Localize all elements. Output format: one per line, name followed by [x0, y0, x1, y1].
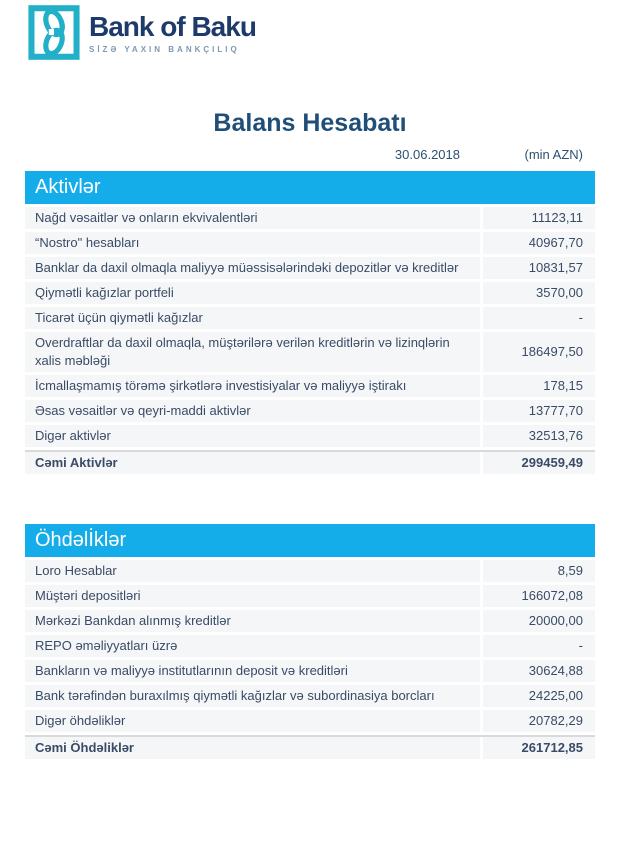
row-label: Müştəri depositləri [25, 585, 480, 607]
table-row [25, 585, 595, 607]
table-row [25, 710, 595, 732]
row-value: 13777,70 [483, 400, 595, 422]
bank-chain-link-icon [28, 4, 80, 66]
row-value: 40967,70 [483, 232, 595, 254]
row-label: Əsas vəsaitlər və qeyri-maddi aktivlər [25, 400, 480, 422]
row-value: 178,15 [483, 375, 595, 397]
row-label: İcmallaşmamış törəmə şirkətlərə investisiyalar və maliyyə iştirakı [25, 375, 480, 397]
table-row [25, 232, 595, 254]
total-value: 261712,85 [483, 737, 595, 759]
row-value: 30624,88 [483, 660, 595, 682]
table-row [25, 560, 595, 582]
table-row [25, 635, 595, 657]
row-value: 11123,11 [483, 207, 595, 229]
row-label: “Nostro" hesabları [25, 232, 480, 254]
row-label: Digər öhdəliklər [25, 710, 480, 732]
table-row [25, 332, 595, 372]
row-label: REPO əməliyyatları üzrə [25, 635, 480, 657]
row-label: Qiymətli kağızlar portfeli [25, 282, 480, 304]
row-label: Overdraftlar da daxil olmaqla, müştərilərə verilən kreditlərin və lizinqlərin xalis məbləği [25, 332, 480, 372]
row-value: 166072,08 [483, 585, 595, 607]
table-row [25, 400, 595, 422]
row-label: Mərkəzi Bankdan alınmış kreditlər [25, 610, 480, 632]
row-value: 32513,76 [483, 425, 595, 447]
row-label: Digər aktivlər [25, 425, 480, 447]
row-value: 186497,50 [483, 332, 595, 372]
row-value: 8,59 [483, 560, 595, 582]
table-row [25, 375, 595, 397]
assets-table [25, 171, 595, 474]
table-row [25, 307, 595, 329]
row-value: 20782,29 [483, 710, 595, 732]
row-value: 3570,00 [483, 282, 595, 304]
table-row [25, 660, 595, 682]
liabilities-rows [25, 560, 595, 759]
row-value: 24225,00 [483, 685, 595, 707]
table-row [25, 207, 595, 229]
liabilities-table [25, 524, 595, 759]
liabilities-total-row [25, 735, 595, 759]
table-row [25, 685, 595, 707]
total-value: 299459,49 [483, 452, 595, 474]
table-row [25, 282, 595, 304]
row-value: 20000,00 [483, 610, 595, 632]
bank-logo [0, 0, 620, 66]
row-value: 10831,57 [483, 257, 595, 279]
row-label: Banklar da daxil olmaqla maliyyə müəssisələrindəki depozitlər və kreditlər [25, 257, 480, 279]
row-label: Loro Hesablar [25, 560, 480, 582]
total-label: Cəmi Öhdəliklər [25, 737, 480, 759]
page-title: Balans Hesabatı [213, 109, 407, 137]
assets-total-row [25, 450, 595, 474]
bank-logo-text [89, 13, 256, 54]
row-label: Bank tərəfindən buraxılmış qiymətli kağızlar və subordinasiya borcları [25, 685, 480, 707]
table-row [25, 257, 595, 279]
bank-brand-name: Bank of Baku [89, 11, 256, 42]
row-value: - [483, 307, 595, 329]
total-label: Cəmi Aktivlər [25, 452, 480, 474]
row-label: Nağd vəsaitlər və onların ekvivalentləri [25, 207, 480, 229]
row-value: - [483, 635, 595, 657]
report-meta [25, 147, 595, 163]
row-label: Ticarət üçün qiymətli kağızlar [25, 307, 480, 329]
liabilities-section-header: Öhdəlİklər [25, 524, 595, 557]
assets-section-header: Aktivlər [25, 171, 595, 204]
table-row [25, 425, 595, 447]
report-unit-label: (min AZN) [524, 147, 583, 162]
report-date: 30.06.2018 [394, 147, 460, 162]
row-label: Bankların və maliyyə institutlarının deposit və kreditləri [25, 660, 480, 682]
assets-rows [25, 207, 595, 474]
table-row [25, 610, 595, 632]
bank-tagline: SİZƏ YAXIN BANKÇILIQ [89, 45, 240, 54]
